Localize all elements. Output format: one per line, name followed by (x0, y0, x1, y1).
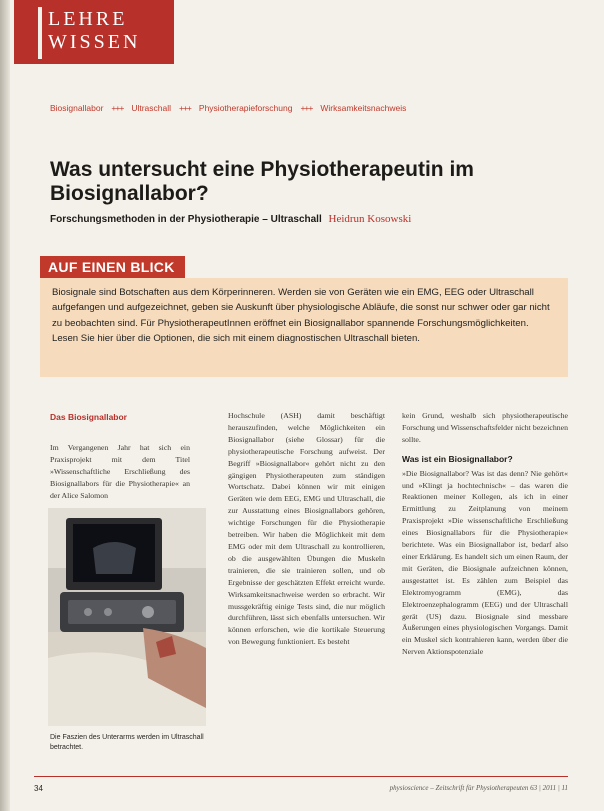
col3-heading: Was ist ein Biosignallabor? (402, 453, 513, 464)
rubric-line-1: LEHRE (48, 8, 128, 30)
section-rubric (14, 0, 174, 64)
keyword-separator: +++ (300, 103, 313, 113)
rubric-title (48, 8, 140, 54)
article-subtitle-line (50, 213, 411, 225)
page-number: 34 (34, 784, 43, 793)
glance-text: Biosignale sind Botschaften aus dem Körperinneren. Werden sie von Geräten wie ein EMG, EEG oder Ultraschall aufgefangen und aufgezeichnet, geben sie Auskunft über physiologische Abläufe, die sonst nur schwer oder gar nicht zu beobachten sind. Für PhysiotherapeutInnen eröffnet ein Biosignallabor spannende Forschungsmöglichkeiten. Lesen Sie hier über die Optionen, die sich mit einem diagnostischen Ultraschall bieten. (52, 287, 550, 345)
keyword-separator: +++ (179, 103, 191, 113)
col3-text-a: kein Grund, weshalb sich physiotherapeutische Forschung und Wissenschaftsfelder nicht bezeichnen sollte. (402, 411, 568, 444)
keyword-separator: +++ (111, 103, 124, 113)
article-subtitle: Forschungsmethoden in der Physiotherapie – Ultraschall (50, 214, 322, 225)
glance-label: AUF EINEN BLICK (40, 256, 185, 278)
column-1 (50, 442, 190, 502)
footer-rule (34, 776, 568, 777)
col1-heading: Das Biosignallabor (50, 412, 127, 422)
glance-box (40, 278, 568, 377)
page-spine-shadow (0, 0, 10, 811)
article-author: Heidrun Kosowski (328, 213, 412, 225)
rubric-line-2: WISSEN (48, 31, 141, 53)
keyword-3: Physiotherapieforschung (198, 103, 293, 113)
article-title: Was untersucht eine Physiotherapeutin im Biosignallabor? (50, 158, 474, 205)
keyword-2: Ultraschall (131, 103, 171, 113)
col2-text: Hochschule (ASH) damit beschäftigt herauszufinden, welche Möglichkeiten ein Biosignallabor (siehe Glossar) für die physiotherapeutische Forschung aufweist. Der Begriff »Biosignallabor« gehört nicht zu den gängigen Physiotherapeuten zum ständigen Wortschatz. Dabei können wir mit einigen Geräten wie dem EEG, EMG und Ultraschall, die zur Ausstattung eines Biosignallabors gehören, wichtige Forschungen für die Physiotherapie betreiben. Wir haben die Möglichkeit mit dem EMG oder mit dem Ultraschall zu kontrollieren, ob die ausgewählten Übungen die Muskeln trainieren, die sie trainieren sollen, und ob Ergebnisse der geschätzten Effekt erreicht wurde. Wirksamkeitsnachweise werden so erbracht. Wir mussgekräftig einige Tests sind, die nur möglich durchführen, lässt sich ebenfalls untersuchen. Wir können erforschen, wie die kortikale Steuerung von Bewegung funktioniert. Es besteht (228, 411, 385, 647)
column-2 (228, 410, 385, 648)
keyword-1: Biosignallabor (50, 103, 104, 113)
ultrasound-photo (48, 508, 206, 726)
photo-caption: Die Faszien des Unterarms werden im Ultraschall betrachtet. (50, 734, 204, 751)
rubric-bar (38, 7, 42, 59)
column-3 (402, 410, 568, 658)
col1-text: Im Vergangenen Jahr hat sich ein Praxisprojekt mit dem Titel »Wissenschaftliche Erschließung des Biosignallabors für die Physiotherapie« an der Alice Salomon (50, 443, 190, 500)
keyword-breadcrumb (50, 103, 406, 113)
journal-reference: physioscience – Zeitschrift für Physiotherapeuten 63 | 2011 | 11 (389, 784, 568, 792)
keyword-4: Wirksamkeitsnachweis (320, 103, 407, 113)
ultrasound-illustration (48, 508, 206, 726)
col3-text-b: »Die Biosignallabor? Was ist das denn? Nie gehört« und »Klingt ja hochtechnisch« – das waren die Reaktionen meiner Kollegen, als ich in einer Ermittlung zu Zeitplanung von meinem Praxisprojekt »Die wissenschaftliche Erschließung eines Biosignallabors für die Physiotherapie« berichtete. Was ein Biosignallabor ist, bedarf also einer Erklärung. Es handelt sich um einen Raum, der mit Geräten, die Biosignale aufzeichnen können, ausgestattet ist. Es zählen zum Beispiel das Elektromyogramm (EMG), das Elektroenzephalogramm (EEG) und der Ultraschall gerät (US) dazu. Biosignale sind messbare Äußerungen eines physiologischen Vorgangs. Damit ein Muskel sich kontrahieren kann, werden über die Nerven Aktionspotenziale (402, 468, 568, 657)
